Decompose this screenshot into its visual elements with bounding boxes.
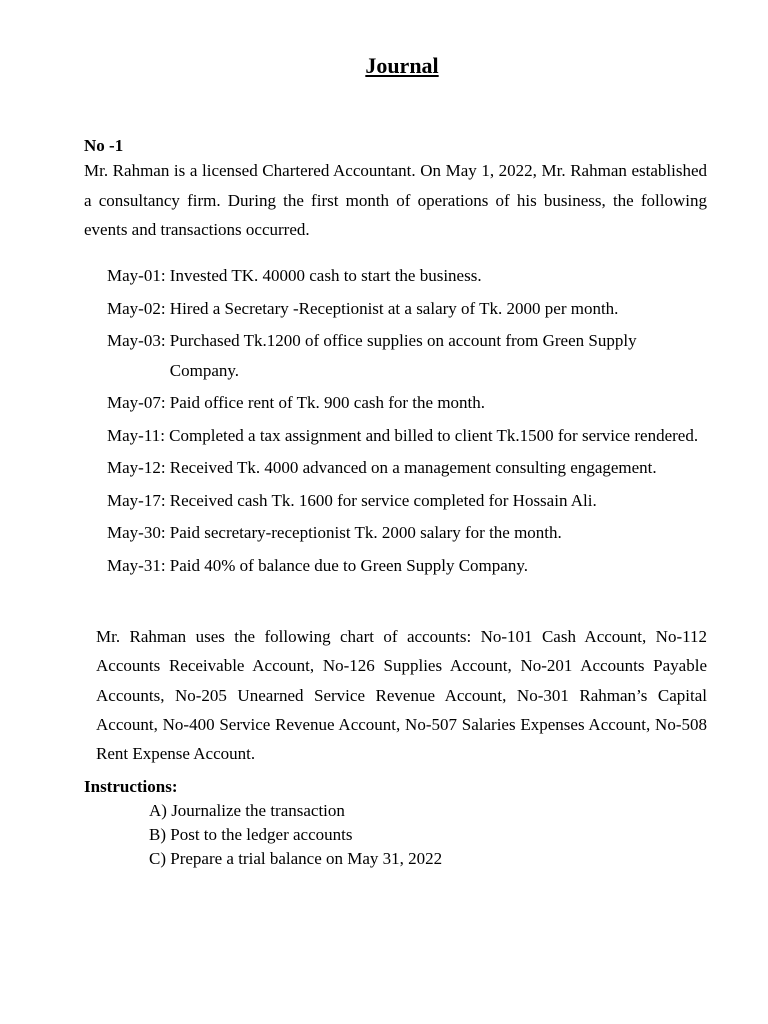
- transaction-date: May-30:: [107, 523, 166, 542]
- transaction-description: Paid 40% of balance due to Green Supply Company.: [169, 555, 528, 575]
- transaction-date: May-03:: [107, 331, 166, 350]
- transaction-list: [107, 261, 707, 583]
- instruction-item: C) Prepare a trial balance on May 31, 2022: [149, 848, 443, 868]
- transaction-date: May-31:: [107, 555, 166, 575]
- problem-number: No -1: [84, 136, 124, 155]
- transaction-date: May-17:: [107, 490, 166, 510]
- transaction-date: May-11:: [107, 425, 165, 445]
- transaction-item: [107, 261, 707, 291]
- transaction-description: Paid office rent of Tk. 900 cash for the month.: [169, 393, 486, 412]
- instructions-list: [149, 799, 442, 870]
- transaction-date: May-12:: [107, 458, 166, 477]
- instruction-item: A) Journalize the transaction: [149, 801, 345, 820]
- intro-paragraph: Mr. Rahman is a licensed Chartered Accountant. On May 1, 2022, Mr. Rahman established a consultancy firm. During the first month of operations of his business, the following events and transactions occurred.: [84, 161, 707, 239]
- transaction-item: [107, 294, 707, 324]
- transaction-description: Received cash Tk. 1600 for service completed for Hossain Ali.: [169, 490, 597, 510]
- chart-of-accounts-paragraph: Mr. Rahman uses the following chart of accounts: No-101 Cash Account, No-112 Accounts Receivable Account, No-126 Supplies Account, No-201 Accounts Payable Accounts, No-205 Unearned Service Revenue Account, No-301 Rahman’s Capital Account, No-400 Service Revenue Account, No-507 Salaries Expenses Account, No-508 Rent Expense Account.: [96, 627, 707, 764]
- transaction-description: Completed a tax assignment and billed to client Tk.1500 for service rendered.: [169, 425, 699, 445]
- transaction-date: May-02:: [107, 298, 166, 318]
- transaction-description: Hired a Secretary -Receptionist at a salary of Tk. 2000 per month.: [169, 298, 619, 318]
- transaction-description: Invested TK. 40000 cash to start the business.: [169, 266, 482, 285]
- transaction-item: [107, 486, 707, 516]
- transaction-item: [107, 326, 707, 385]
- transaction-item: [107, 453, 707, 483]
- instruction-item: B) Post to the ledger accounts: [149, 824, 353, 844]
- transaction-item: [107, 551, 707, 581]
- transaction-item: [107, 421, 707, 451]
- transaction-item: [107, 388, 707, 418]
- transaction-description: Received Tk. 4000 advanced on a management consulting engagement.: [169, 458, 657, 477]
- page-title: Journal: [365, 53, 439, 78]
- instructions-heading: Instructions:: [84, 777, 178, 796]
- transaction-description: Paid secretary-receptionist Tk. 2000 salary for the month.: [169, 523, 562, 542]
- transaction-description: Purchased Tk.1200 of office supplies on account from Green Supply Company.: [169, 331, 637, 380]
- transaction-date: May-01:: [107, 266, 166, 285]
- transaction-item: [107, 518, 707, 548]
- transaction-date: May-07:: [107, 393, 166, 412]
